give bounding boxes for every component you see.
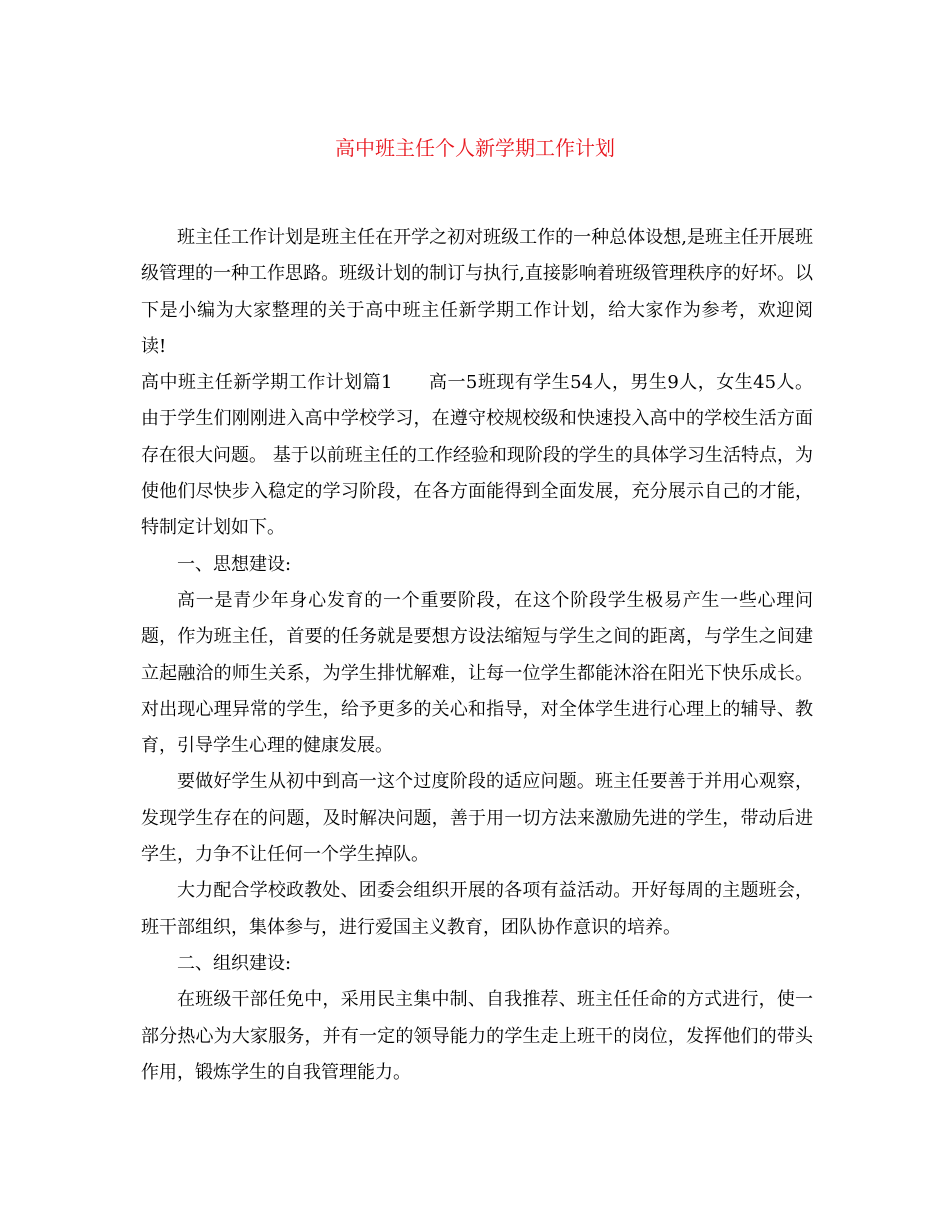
chapter-body: 高一5班现有学生54人，男生9人，女生45人。由于学生们刚刚进入高中学校学习，在遵守校规校级和快速投入高中的学校生活方面存在很大问题。 基于以前班主任的工作经验和现阶段的学生的具体学习生活特点，为使他们尽快步入稳定的学习阶段，在各方面能得到全面发展，充分展示自己的才能，特制定计划如下。: [141, 372, 814, 539]
section-heading-thought: 一、思想建设:: [177, 553, 292, 575]
document-body: [141, 220, 813, 1091]
body-paragraph: 在班级干部任免中，采用民主集中制、自我推荐、班主任任命的方式进行，使一部分热心为大家服务，并有一定的领导能力的学生走上班干的岗位，发挥他们的带头作用，锻炼学生的自我管理能力。: [141, 989, 813, 1083]
chapter-paragraph: [141, 365, 813, 546]
body-paragraph: 要做好学生从初中到高一这个过度阶段的适应问题。班主任要善于并用心观察，发现学生存在的问题，及时解决问题，善于用一切方法来激励先进的学生，带动后进学生，力争不让任何一个学生掉队。: [141, 771, 813, 866]
document-title: 高中班主任个人新学期工作计划: [335, 136, 615, 160]
intro-paragraph: 班主任工作计划是班主任在开学之初对班级工作的一种总体设想,是班主任开展班级管理的一种工作思路。班级计划的制订与执行,直接影响着班级管理秩序的好坏。以下是小编为大家整理的关于高中班主任新学期工作计划，给大家作为参考，欢迎阅读!: [141, 227, 813, 357]
section-heading-organization: 二、组织建设:: [177, 952, 292, 974]
body-paragraph: 大力配合学校政教处、团委会组织开展的各项有益活动。开好每周的主题班会，班干部组织，集体参与，进行爱国主义教育，团队协作意识的培养。: [141, 880, 813, 938]
body-paragraph: 高一是青少年身心发育的一个重要阶段，在这个阶段学生极易产生一些心理问题，作为班主任，首要的任务就是要想方设法缩短与学生之间的距离，与学生之间建立起融洽的师生关系，为学生排忧解难，让每一位学生都能沐浴在阳光下快乐成长。对出现心理异常的学生，给予更多的关心和指导，对全体学生进行心理上的辅导、教育，引导学生心理的健康发展。: [141, 589, 813, 757]
chapter-heading: 高中班主任新学期工作计划篇1: [141, 372, 393, 394]
